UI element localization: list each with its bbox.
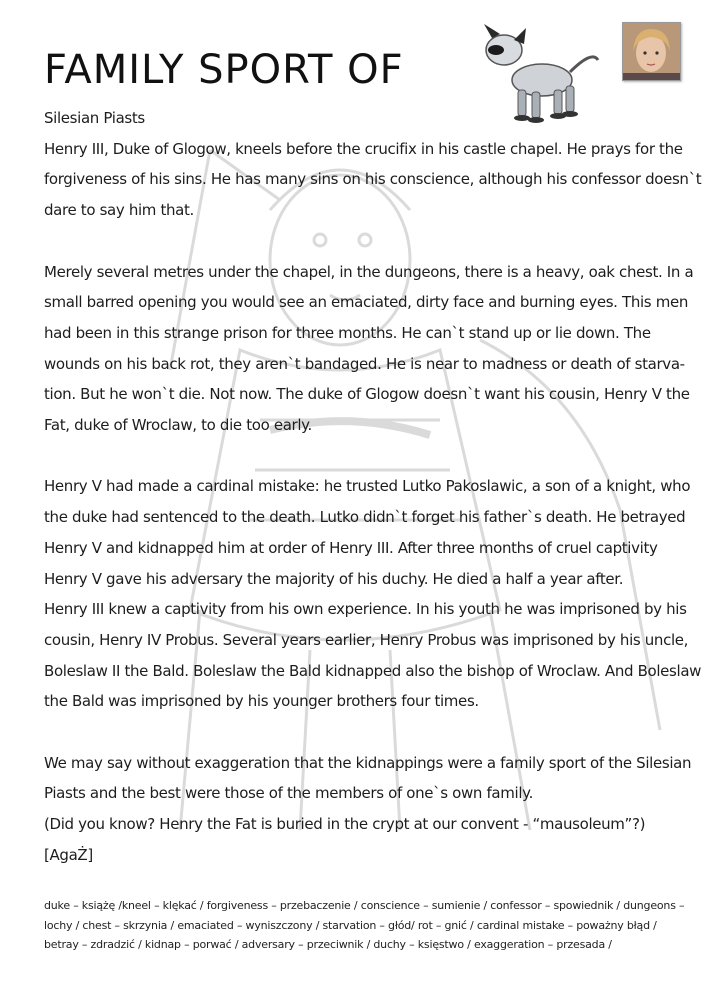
article-subtitle: Silesian Piasts — [44, 109, 145, 127]
did-you-know-note: (Did you know? Henry the Fat is buried in the crypt at our convent - “mausoleum”?) — [44, 815, 646, 834]
article-body — [44, 103, 704, 871]
page-title: FAMILY SPORT OF — [44, 46, 404, 93]
author-byline: [AgaŻ] — [44, 845, 93, 864]
article-paragraph: Merely several metres under the chapel, in the dungeons, there is a heavy, oak chest. In a small barred opening you would see an emaciated, dirty face and burning eyes. This men had been in this strange prison for three months. He can`t stand up or lie down. The wounds on his back rot, they aren`t bandaged. He is near to madness or death of starva-tion. But he won`t die. Not now. The duke of Glogow doesn`t want his cousin, Henry V the Fat, duke of Wroclaw, to die too early. — [44, 262, 694, 435]
article-paragraph: Henry V had made a cardinal mistake: he trusted Lutko Pakoslawic, a son of a knight, who the duke had sentenced to the death. Lutko didn`t forget his father`s death. He betrayed Henry V and kidnapped him at order of Henry III. After three months of cruel captivity Henry V gave his adversary the majority of his duchy. He died a half a year after. — [44, 477, 691, 588]
vocabulary-glossary: duke – książę /kneel – klękać / forgiveness – przebaczenie / conscience – sumienie / confessor – spowiednik / dungeons – lochy / chest – skrzynia / emaciated – wyniszczony / starvation – głód/ rot – gnić / cardinal mistake – poważny błąd / betray – zdradzić / kidnap – porwać / adversary – przeciwnik / duchy – księstwo / exaggeration – przesada / — [44, 899, 685, 951]
article-paragraph: Henry III, Duke of Glogow, kneels before the crucifix in his castle chapel. He prays for the forgiveness of his sins. He has many sins on his conscience, although his confessor doesn`t dare to say him that. — [44, 139, 702, 220]
article-paragraph: We may say without exaggeration that the kidnappings were a family sport of the Silesian Piasts and the best were those of the members of one`s own family. — [44, 753, 692, 803]
article-paragraph: Henry III knew a captivity from his own experience. In his youth he was imprisoned by his cousin, Henry IV Probus. Several years earlier, Henry Probus was imprisoned by his uncle, Boleslaw II the Bald. Boleslaw the Bald kidnapped also the bishop of Wroclaw. And Boleslaw the Bald was imprisoned by his younger brothers four times. — [44, 600, 702, 711]
author-photo — [622, 22, 681, 81]
